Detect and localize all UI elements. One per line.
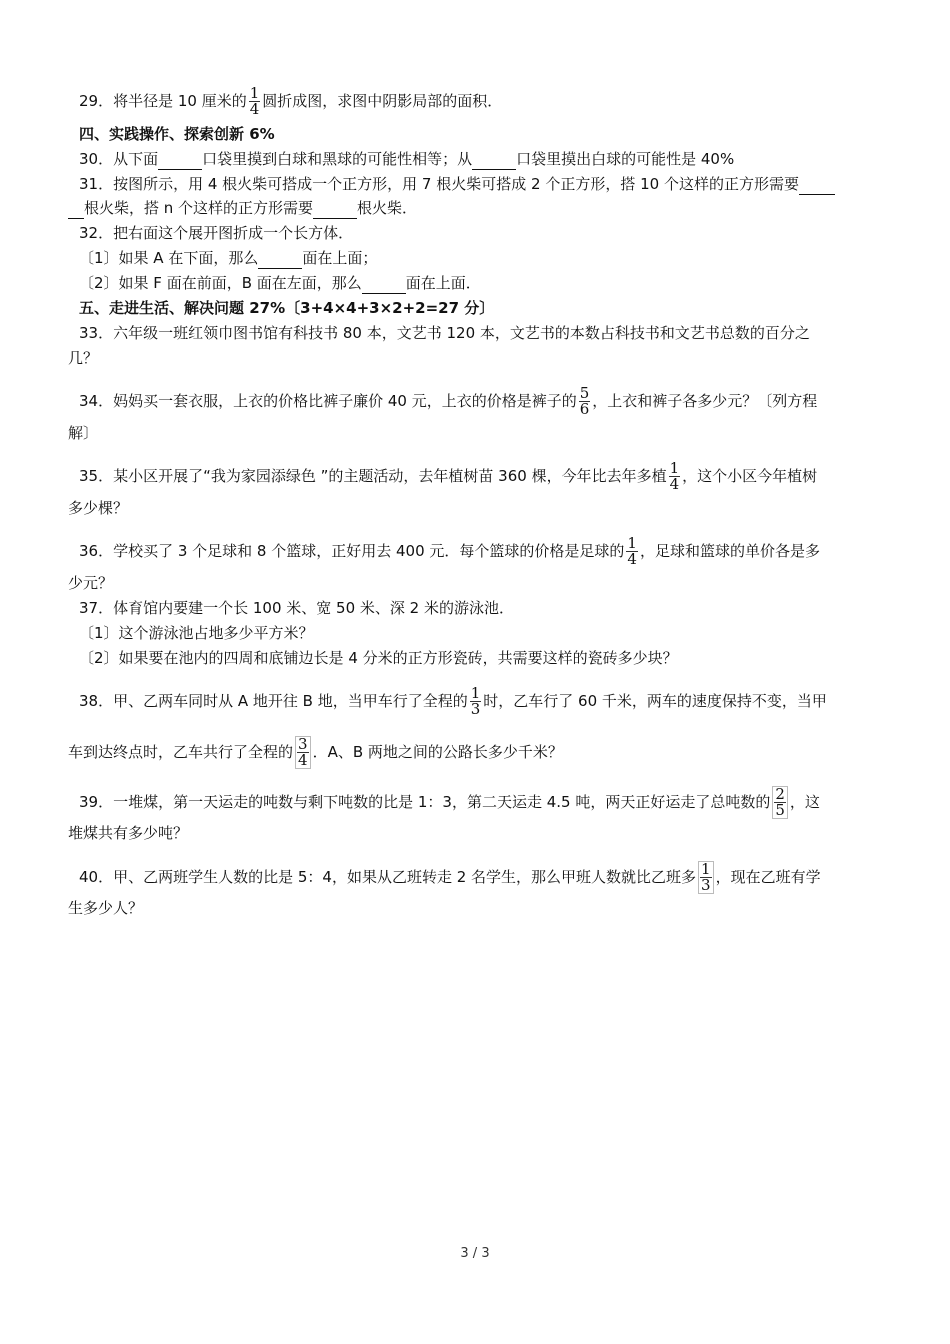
fraction: $\frac{3}{4}$ bbox=[295, 736, 311, 769]
question-32-part-1: 〔1〕如果 A 在下面，那么 面在上面； bbox=[79, 249, 378, 267]
question-31-line-2: 根火柴，搭 n 个这样的正方形需要 根火柴． bbox=[68, 198, 417, 219]
answer-blank[interactable] bbox=[258, 248, 302, 269]
answer-blank[interactable] bbox=[362, 273, 406, 294]
question-32-part-2: 〔2〕如果 F 面在前面，B 面在左面，那么 面在上面． bbox=[79, 274, 481, 292]
answer-blank[interactable] bbox=[472, 149, 516, 170]
question-39-line-1: 39．一堆煤，第一天运走的吨数与剩下吨数的比是 1：3，第二天运走 4.5 吨，两天正好运走了总吨数的 $\frac{2}{5}$ ，这 bbox=[79, 785, 820, 819]
fraction: $\frac{1}{4}$ bbox=[249, 84, 260, 118]
fraction: $\frac{5}{6}$ bbox=[579, 384, 590, 418]
answer-blank[interactable] bbox=[799, 174, 835, 195]
question-31-line-1: 31．按图所示，用 4 根火柴可搭成一个正方形，用 7 根火柴可搭成 2 个正方形，搭 10 个这样的正方形需要 bbox=[79, 174, 835, 195]
fraction: $\frac{1}{3}$ bbox=[470, 684, 481, 718]
question-34-line-1: 34．妈妈买一套衣服，上衣的价格比裤子廉价 40 元，上衣的价格是裤子的 $\frac{5}{6}$ ，上衣和裤子各多少元？〔列方程 bbox=[79, 384, 818, 418]
question-32: 32．把右面这个展开图折成一个长方体． bbox=[79, 224, 354, 242]
answer-blank[interactable] bbox=[158, 149, 202, 170]
question-40-line-1: 40．甲、乙两班学生人数的比是 5：4，如果从乙班转走 2 名学生，那么甲班人数就比乙班多 $\frac{1}{3}$ ，现在乙班有学 bbox=[79, 860, 821, 894]
question-30: 30．从下面 口袋里摸到白球和黑球的可能性相等；从 口袋里摸出白球的可能性是 40% bbox=[79, 150, 735, 168]
question-34-line-2: 解〕 bbox=[68, 424, 99, 442]
question-37: 37．体育馆内要建一个长 100 米、宽 50 米、深 2 米的游泳池． bbox=[79, 599, 514, 617]
fraction: $\frac{1}{4}$ bbox=[669, 459, 680, 493]
answer-blank-cont[interactable] bbox=[68, 198, 84, 219]
question-40-line-2: 生多少人？ bbox=[68, 899, 144, 917]
question-38-line-1: 38．甲、乙两车同时从 A 地开往 B 地，当甲车行了全程的 $\frac{1}{3}$ 时，乙车行了 60 千米，两车的速度保持不变，当甲 bbox=[79, 684, 827, 718]
question-29: 29．将半径是 10 厘米的 $\frac{1}{4}$ 圆折成图，求图中阴影局部的面积． bbox=[79, 84, 503, 118]
question-37-part-2: 〔2〕如果要在池内的四周和底铺边长是 4 分米的正方形瓷砖，共需要这样的瓷砖多少块？ bbox=[79, 649, 678, 667]
question-35-line-1: 35．某小区开展了“我为家园添绿色 ”的主题活动，去年植树苗 360 棵，今年比去年多植 $\frac{1}{4}$ ，这个小区今年植树 bbox=[79, 459, 818, 493]
question-33-line-2: 几？ bbox=[68, 349, 99, 367]
fraction: $\frac{1}{3}$ bbox=[698, 861, 714, 894]
section-4-heading: 四、实践操作、探索创新 6% bbox=[79, 125, 275, 143]
page-number: 3 / 3 bbox=[460, 1246, 490, 1261]
question-35-line-2: 多少棵？ bbox=[68, 499, 129, 517]
question-38-line-2: 车到达终点时，乙车共行了全程的 $\frac{3}{4}$ ．A、B 两地之间的公路长多少千米？ bbox=[68, 735, 563, 769]
fraction: $\frac{2}{5}$ bbox=[772, 786, 788, 819]
answer-blank[interactable] bbox=[313, 198, 357, 219]
question-37-part-1: 〔1〕这个游泳池占地多少平方米？ bbox=[79, 624, 314, 642]
question-36-line-2: 少元？ bbox=[68, 574, 114, 592]
question-39-line-2: 堆煤共有多少吨？ bbox=[68, 824, 189, 842]
question-36-line-1: 36．学校买了 3 个足球和 8 个篮球，正好用去 400 元．每个篮球的价格是足球的 $\frac{1}{4}$ ，足球和篮球的单价各是多 bbox=[79, 534, 820, 568]
question-33-line-1: 33．六年级一班红领巾图书馆有科技书 80 本，文艺书 120 本，文艺书的本数占科技书和文艺书总数的百分之 bbox=[79, 324, 810, 342]
section-5-heading: 五、走进生活、解决问题 27%〔3+4×4+3×2+2=27 分〕 bbox=[79, 299, 495, 317]
fraction: $\frac{1}{4}$ bbox=[627, 534, 637, 568]
